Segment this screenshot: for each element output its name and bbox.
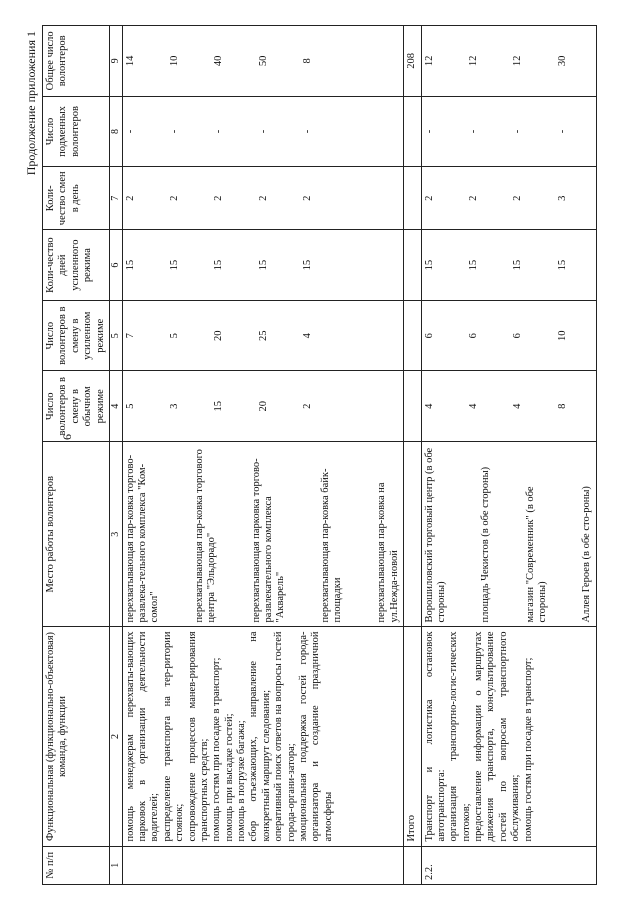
volunteer-table bbox=[42, 25, 597, 885]
header-function: Функциональная (функционально-объектовая) команда, функции bbox=[43, 627, 110, 846]
substitute-cell bbox=[421, 96, 596, 167]
value: 5 bbox=[124, 403, 136, 409]
value: 50 bbox=[257, 55, 269, 67]
value: 2 bbox=[302, 195, 314, 201]
value: 15 bbox=[169, 259, 181, 271]
value: 4 bbox=[302, 333, 314, 339]
header-total: Общее число волонтеров bbox=[43, 26, 110, 97]
function-item: организация транспортно-логис-тических потоков; bbox=[448, 631, 472, 842]
row-number-cell: 2.2. bbox=[421, 846, 596, 884]
value: 15 bbox=[124, 259, 136, 271]
header-row bbox=[43, 26, 110, 885]
total-row bbox=[404, 26, 421, 885]
enhanced-count-cell bbox=[122, 300, 404, 371]
value: - bbox=[467, 129, 479, 134]
value: 15 bbox=[556, 259, 568, 271]
days-cell bbox=[421, 230, 596, 301]
place-item: магазин "Современник" (в обе стороны) bbox=[524, 486, 549, 623]
value: 6 bbox=[512, 333, 524, 339]
col-number: 3 bbox=[109, 442, 122, 627]
value: 15 bbox=[467, 259, 479, 271]
col-number: 9 bbox=[109, 26, 122, 97]
place-item: перехватывающая парковка торгово-развлекательного комплекса "Акварель" bbox=[250, 458, 287, 623]
value: - bbox=[124, 129, 136, 134]
value: 15 bbox=[213, 401, 225, 412]
value: 15 bbox=[512, 259, 524, 271]
function-cell bbox=[122, 627, 404, 846]
col-number: 8 bbox=[109, 96, 122, 167]
value: 2 bbox=[213, 195, 225, 201]
function-item: Транспорт и логистика остановок автотранспорта: bbox=[423, 631, 447, 842]
table-row bbox=[122, 26, 404, 885]
shifts-cell bbox=[122, 167, 404, 230]
total-label: Итого bbox=[404, 627, 421, 846]
enhanced-count-cell bbox=[421, 300, 596, 371]
place-item: Аллея Героев (в обе сто-роны) bbox=[581, 486, 593, 623]
value: 5 bbox=[169, 333, 181, 339]
column-number-row bbox=[109, 26, 122, 885]
normal-count-cell bbox=[122, 371, 404, 442]
col-number: 2 bbox=[109, 627, 122, 846]
function-item: сопровождение процессов манев-рирования транспортных средств; bbox=[186, 631, 210, 842]
normal-count-cell bbox=[421, 371, 596, 442]
value: - bbox=[512, 129, 524, 134]
value: 4 bbox=[512, 403, 524, 409]
value: - bbox=[213, 129, 225, 134]
value: 4 bbox=[423, 403, 435, 409]
header-shifts: Коли-чество смен в день bbox=[43, 167, 110, 230]
col-number: 4 bbox=[109, 371, 122, 442]
place-item: перехватывающая пар-ковка байк-площадки bbox=[319, 468, 344, 623]
value: 15 bbox=[257, 259, 269, 271]
value: 25 bbox=[257, 330, 269, 341]
row-number-cell bbox=[404, 846, 421, 884]
value: 4 bbox=[467, 403, 479, 409]
rotated-page bbox=[20, 25, 620, 885]
value: 2 bbox=[423, 195, 435, 201]
header-days: Коли-чество дней усиленного режима bbox=[43, 230, 110, 301]
value: 6 bbox=[423, 333, 435, 339]
col-number: 6 bbox=[109, 230, 122, 301]
value: 12 bbox=[467, 55, 479, 67]
value: 40 bbox=[213, 55, 225, 67]
value: 2 bbox=[302, 403, 314, 409]
continuation-label: Продолжение приложения 1 bbox=[24, 31, 38, 176]
value: 12 bbox=[423, 55, 435, 67]
value: 2 bbox=[124, 195, 136, 201]
value: - bbox=[556, 129, 568, 134]
function-item: предоставление информации о маршрутах движения транспорта, консультирование гостей по вопросам транспортного обслуживания; bbox=[473, 631, 522, 842]
value: 8 bbox=[302, 58, 314, 64]
value: 10 bbox=[169, 55, 181, 67]
header-substitute: Число подменных волонтеров bbox=[43, 96, 110, 167]
value: 8 bbox=[556, 403, 568, 409]
place-item: перехватывающая пар-ковка на ул.Нежда-новой bbox=[376, 482, 400, 623]
value: 2 bbox=[169, 195, 181, 201]
total-value: 208 bbox=[404, 26, 421, 97]
value: 2 bbox=[512, 195, 524, 201]
function-item: помощь в погрузке багажа; bbox=[236, 720, 248, 842]
function-item: распределение транспорта на тер-ритории стоянок; bbox=[161, 631, 186, 842]
value: 10 bbox=[556, 330, 568, 341]
place-item: перехватывающая пар-ковка торгово-развлека-тельного комплекса "Ком-сомол" bbox=[124, 454, 161, 623]
value: 12 bbox=[512, 55, 524, 67]
value: 15 bbox=[423, 259, 435, 271]
value: 20 bbox=[257, 401, 269, 412]
col-number: 5 bbox=[109, 300, 122, 371]
header-enhanced: Число волонтеров в смену в усиленном режиме bbox=[43, 300, 110, 371]
function-item: оперативный поиск ответов на вопросы гостей города-органи-затора; bbox=[273, 631, 297, 842]
header-number: № п/п bbox=[43, 846, 110, 884]
function-item: помощь гостям при посадке в транспорт; bbox=[211, 657, 223, 842]
value: - bbox=[302, 129, 314, 134]
value: - bbox=[169, 129, 181, 134]
value: 15 bbox=[213, 259, 225, 271]
value: 2 bbox=[257, 195, 269, 201]
place-item: перехватывающая пар-ковка торгового центра "Эльдорадо" bbox=[193, 449, 218, 623]
value: 3 bbox=[556, 195, 568, 201]
place-cell bbox=[421, 442, 596, 627]
value: 20 bbox=[213, 330, 225, 341]
header-normal: Число волонтеров в смену в обычном режиме bbox=[43, 371, 110, 442]
page-number: 6 bbox=[60, 434, 74, 440]
value: - bbox=[257, 129, 269, 134]
col-number: 1 bbox=[109, 846, 122, 884]
substitute-cell bbox=[122, 96, 404, 167]
total-cell bbox=[122, 26, 404, 97]
table-row bbox=[421, 26, 596, 885]
function-item: помощь менеджерам перехваты-вающих парковок в организации деятельности водителей; bbox=[124, 631, 161, 842]
function-item: помощь гостям при посадке в транспорт; bbox=[522, 657, 534, 842]
value: 15 bbox=[302, 259, 314, 271]
place-item: Ворошиловский торговый центр (в обе стороны) bbox=[423, 447, 447, 623]
value: 30 bbox=[556, 55, 568, 67]
col-number: 7 bbox=[109, 167, 122, 230]
row-number-cell bbox=[122, 846, 404, 884]
header-place: Место работы волонтеров bbox=[43, 442, 110, 627]
value: 6 bbox=[467, 333, 479, 339]
value: - bbox=[423, 129, 435, 134]
place-cell bbox=[122, 442, 404, 627]
days-cell bbox=[122, 230, 404, 301]
value: 3 bbox=[169, 403, 181, 409]
function-cell bbox=[421, 627, 596, 846]
place-item: площадь Чекистов (в обе стороны) bbox=[480, 466, 492, 623]
total-cell bbox=[421, 26, 596, 97]
function-item: сбор отъезжающих, направление на конкретный маршрут следования; bbox=[248, 631, 272, 842]
function-item: эмоциональная поддержка гостей города-организатора и создание праздничной атмосферы bbox=[297, 631, 334, 842]
value: 2 bbox=[467, 195, 479, 201]
value: 14 bbox=[124, 55, 136, 67]
function-item: помощь при высадке гостей; bbox=[223, 713, 235, 842]
shifts-cell bbox=[421, 167, 596, 230]
value: 7 bbox=[124, 333, 136, 339]
